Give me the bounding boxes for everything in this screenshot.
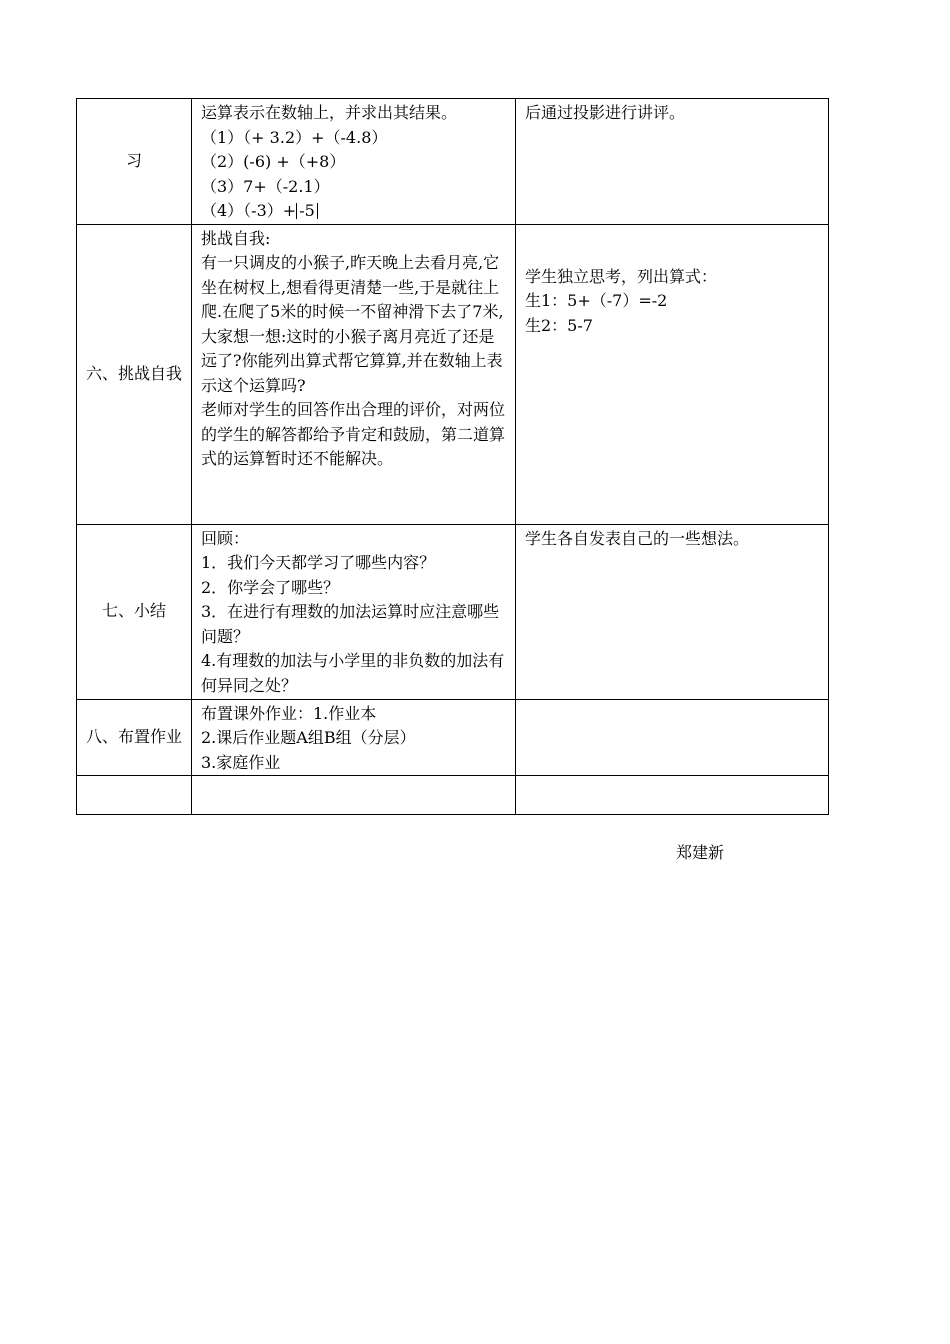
content-paragraph: 有一只调皮的小猴子,昨天晚上去看月亮,它坐在树杈上,想看得更清楚一些,于是就往上爬.在爬了5米的时候一不留神滑下去了7米,大家想一想:这时的小猴子离月亮近了还是远了?你能列出算式帮它算算,并在数轴上表示这个运算吗?	[201, 253, 504, 395]
absolute-value: -5	[296, 203, 318, 219]
content-line: 3.家庭作业	[201, 752, 281, 772]
table-row	[77, 99, 829, 225]
content-cell	[192, 699, 516, 776]
content-line: （1）（+ 3.2）+（-4.8）	[201, 127, 388, 147]
activity-line: 学生各自发表自己的一些想法。	[525, 528, 750, 548]
stage-label: 习	[125, 151, 142, 170]
activity-cell	[516, 224, 829, 524]
activity-cell	[516, 524, 829, 699]
stage-label: 六、挑战自我	[85, 363, 182, 383]
activity-line: 学生独立思考，列出算式：	[525, 266, 718, 286]
content-cell	[192, 524, 516, 699]
activity-cell	[516, 776, 829, 815]
lesson-plan-table	[76, 98, 829, 815]
activity-line: 后通过投影进行讲评。	[525, 103, 686, 122]
content-line: 布置课外作业：1.作业本	[201, 703, 377, 723]
activity-cell	[516, 699, 829, 776]
content-line: 回顾：	[201, 528, 250, 548]
stage-cell	[77, 524, 192, 699]
author-signature: 郑建新	[676, 843, 725, 862]
content-paragraph: 3．在进行有理数的加法运算时应注意哪些问题？	[201, 602, 500, 646]
content-line: 运算表示在数轴上，并求出其结果。	[201, 103, 458, 122]
content-line: 2.课后作业题A组B组（分层）	[201, 728, 416, 747]
content-cell	[192, 776, 516, 815]
activity-line: 生1：5+（-7）=-2	[525, 291, 668, 310]
content-line: （2）(-6) +（+8）	[201, 152, 346, 171]
content-paragraph: 4.有理数的加法与小学里的非负数的加法有何异同之处？	[201, 651, 505, 695]
stage-cell	[77, 699, 192, 776]
content-line: 挑战自我:	[201, 228, 271, 248]
content-line	[201, 199, 507, 224]
content-expression: （4）（-3）+	[201, 201, 297, 220]
stage-label: 八、布置作业	[85, 727, 182, 746]
table-row	[77, 699, 829, 776]
table-row	[77, 524, 829, 699]
content-cell	[192, 99, 516, 225]
activity-line: 生2：5-7	[525, 315, 593, 335]
content-line: 2．你学会了哪些？	[201, 577, 340, 597]
stage-cell	[77, 776, 192, 815]
stage-cell	[77, 224, 192, 524]
content-line: （3）7+（-2.1）	[201, 176, 330, 196]
stage-label: 七、小结	[101, 601, 166, 621]
table-row	[77, 224, 829, 524]
activity-cell	[516, 99, 829, 225]
content-paragraph: 老师对学生的回答作出合理的评价，对两位的学生的解答都给予肯定和鼓励，第二道算式的运算暂时还不能解决。	[201, 400, 506, 468]
table-row	[77, 776, 829, 815]
content-line: 1．我们今天都学习了哪些内容？	[201, 553, 436, 572]
content-cell	[192, 224, 516, 524]
stage-cell	[77, 99, 192, 225]
